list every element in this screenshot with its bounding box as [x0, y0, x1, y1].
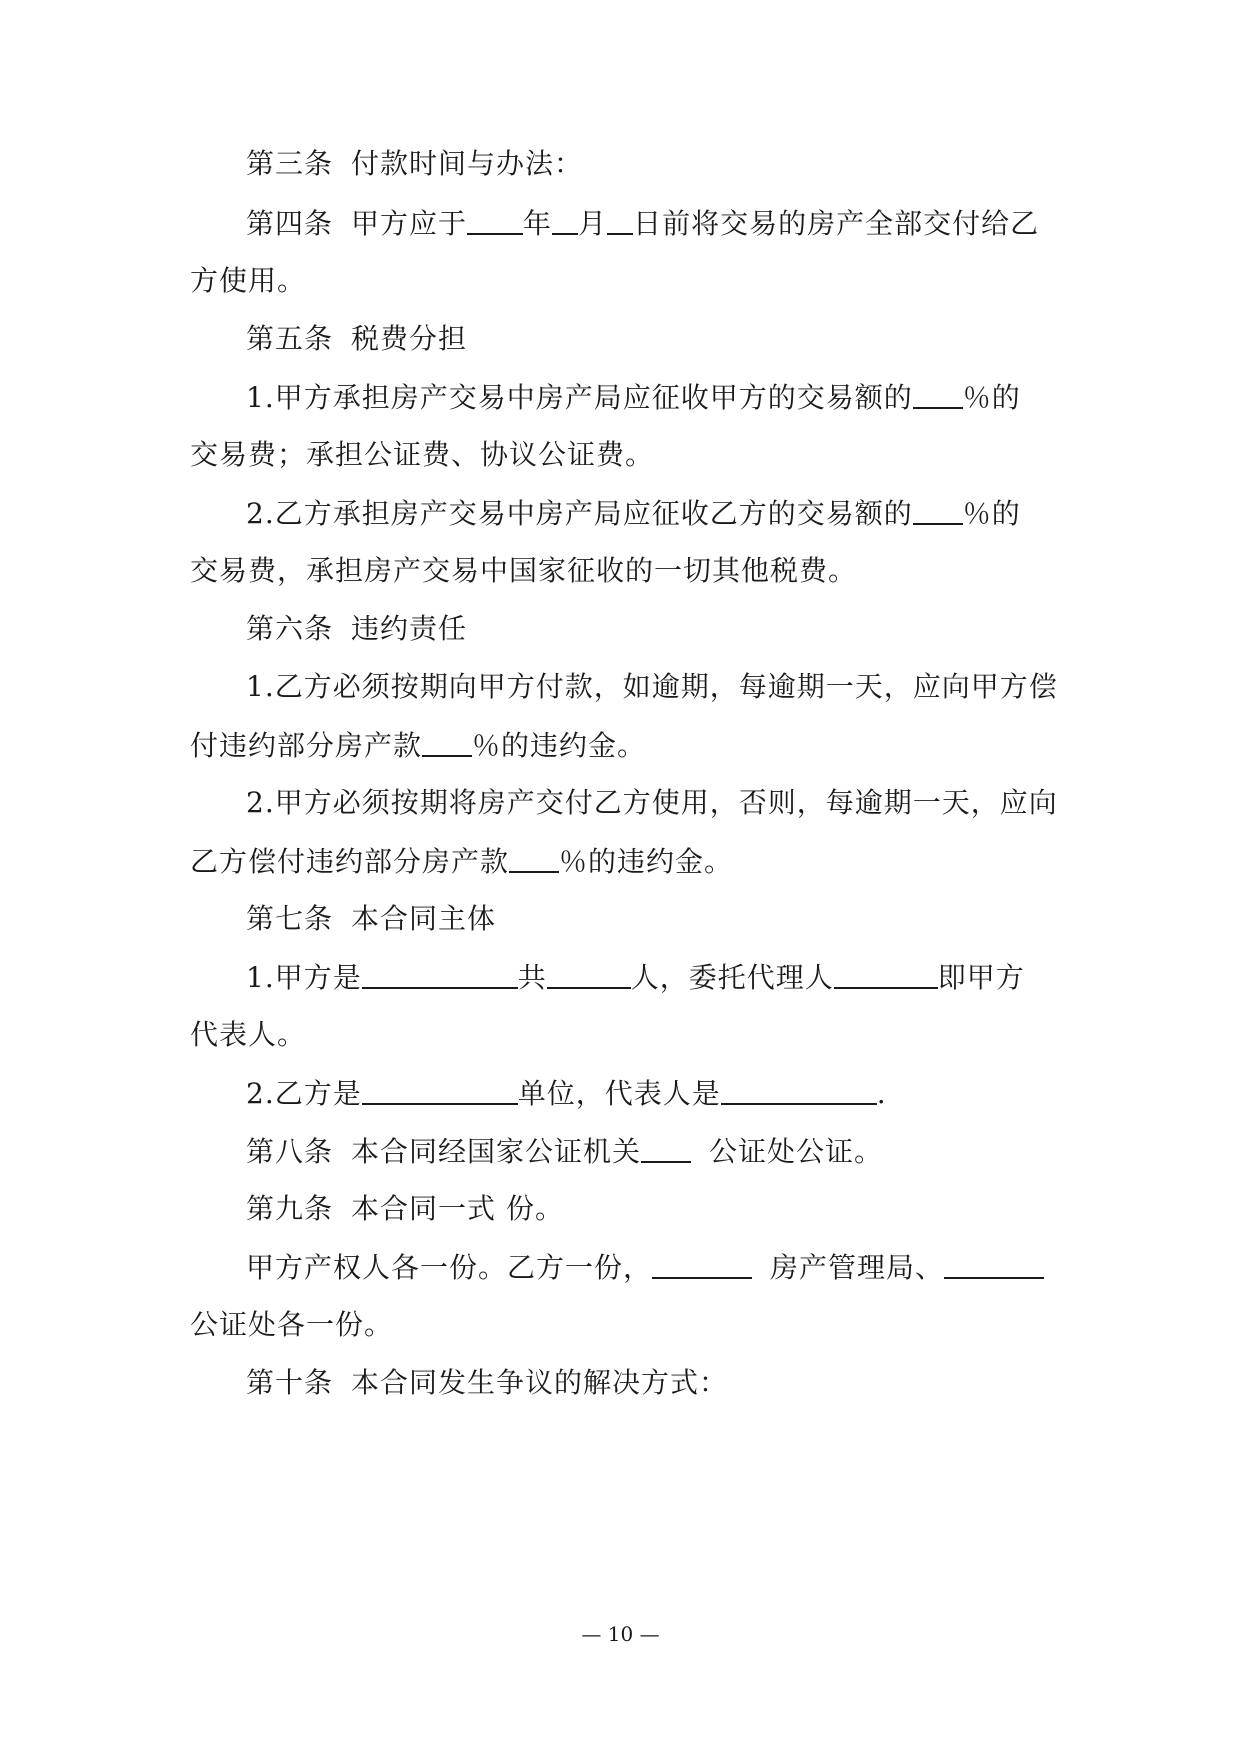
agent-label: 人，委托代理人 — [630, 961, 834, 994]
year-label: 年 — [523, 207, 553, 240]
article-5-item-1 — [246, 377, 1126, 417]
blank-day[interactable] — [607, 203, 633, 235]
copies-distribution-continued: 公证处各一份。 — [190, 1308, 394, 1341]
article-7 — [246, 899, 1126, 939]
blank-notary-copy[interactable] — [944, 1247, 1044, 1279]
article-3-text: 付款时间与办法： — [351, 147, 584, 180]
article-6-item-1: 1.乙方必须按期向甲方付款，如逾期，每逾期一天，应向甲方偿 — [246, 670, 1058, 703]
blank-party-a-count[interactable] — [547, 957, 631, 989]
article-8 — [246, 1131, 1126, 1171]
article-7-item-2 — [246, 1073, 1126, 1113]
article-5-item-1-continued: 交易费；承担公证费、协议公证费。 — [190, 438, 655, 471]
percent-label: ％的 — [962, 381, 1021, 414]
blank-party-a-rate[interactable] — [913, 377, 963, 409]
article-3-number: 第三条 — [246, 147, 334, 180]
article-4 — [246, 203, 1126, 243]
unit-label: 单位，代表人是 — [517, 1077, 721, 1110]
article-5-item-2-text: 2.乙方承担房产交易中房产局应征收乙方的交易额的 — [246, 497, 913, 530]
blank-late-delivery-rate[interactable] — [509, 841, 559, 873]
article-4-text-2: 日前将交易的房产全部交付给乙 — [633, 207, 1040, 240]
total-label: 共 — [517, 961, 547, 994]
article-9-number: 第九条 — [246, 1192, 334, 1225]
blank-notary-office[interactable] — [641, 1131, 691, 1163]
article-6-number: 第六条 — [246, 612, 334, 645]
article-6-item-1-text-2: ％的违约金。 — [472, 729, 647, 762]
blank-party-b-rate[interactable] — [913, 493, 963, 525]
article-5 — [246, 319, 1126, 359]
article-6-item-2-continued — [190, 841, 1070, 881]
blank-year[interactable] — [467, 203, 523, 235]
blank-party-a-name[interactable] — [362, 957, 518, 989]
article-10 — [246, 1363, 1126, 1403]
article-6-item-1-continued — [190, 725, 1070, 765]
article-6 — [246, 609, 1126, 649]
copies-text: 甲方产权人各一份。乙方一份， — [246, 1251, 653, 1284]
housing-bureau-label: 房产管理局、 — [770, 1251, 945, 1284]
month-label: 月 — [578, 207, 608, 240]
copies-distribution — [246, 1247, 1126, 1287]
article-8-text-2: 公证处公证。 — [709, 1135, 884, 1168]
article-8-text: 本合同经国家公证机关 — [351, 1135, 642, 1168]
percent-label: ％的 — [962, 497, 1021, 530]
article-7-number: 第七条 — [246, 902, 334, 935]
article-7-item-1-text: 1.甲方是 — [246, 961, 362, 994]
article-7-item-2-text: 2.乙方是 — [246, 1077, 362, 1110]
article-4-text: 甲方应于 — [351, 207, 468, 240]
article-7-item-1-continued: 代表人。 — [190, 1018, 307, 1051]
article-5-number: 第五条 — [246, 322, 334, 355]
copies-label: 份。 — [506, 1192, 565, 1225]
blank-month[interactable] — [552, 203, 578, 235]
blank-late-payment-rate[interactable] — [422, 725, 472, 757]
blank-party-b-name[interactable] — [362, 1073, 518, 1105]
article-3 — [246, 144, 1126, 184]
article-5-item-1-text: 1.甲方承担房产交易中房产局应征收甲方的交易额的 — [246, 381, 913, 414]
article-6-item-2-text: 乙方偿付违约部分房产款 — [190, 845, 510, 878]
page-number: — 10 — — [581, 1622, 660, 1646]
article-6-item-1-text: 付违约部分房产款 — [190, 729, 423, 762]
end-period: . — [876, 1077, 887, 1110]
article-10-text: 本合同发生争议的解决方式： — [351, 1366, 729, 1399]
article-5-item-2-continued: 交易费，承担房产交易中国家征收的一切其他税费。 — [190, 554, 858, 587]
article-9-text: 本合同一式 — [351, 1192, 497, 1225]
article-7-title: 本合同主体 — [351, 902, 497, 935]
blank-agent-name[interactable] — [834, 957, 938, 989]
article-4-continued: 方使用。 — [190, 264, 307, 297]
blank-housing-bureau[interactable] — [652, 1247, 752, 1279]
blank-party-b-representative[interactable] — [721, 1073, 877, 1105]
article-6-item-2: 2.甲方必须按期将房产交付乙方使用，否则，每逾期一天，应向 — [246, 786, 1058, 819]
article-5-item-2 — [246, 493, 1126, 533]
article-7-item-1 — [246, 957, 1126, 997]
article-10-number: 第十条 — [246, 1366, 334, 1399]
article-5-title: 税费分担 — [351, 322, 468, 355]
article-6-item-2-text-2: ％的违约金。 — [559, 845, 734, 878]
representative-label: 即甲方 — [937, 961, 1025, 994]
article-4-number: 第四条 — [246, 207, 334, 240]
article-6-title: 违约责任 — [351, 612, 468, 645]
article-8-number: 第八条 — [246, 1135, 334, 1168]
article-9 — [246, 1189, 1126, 1229]
